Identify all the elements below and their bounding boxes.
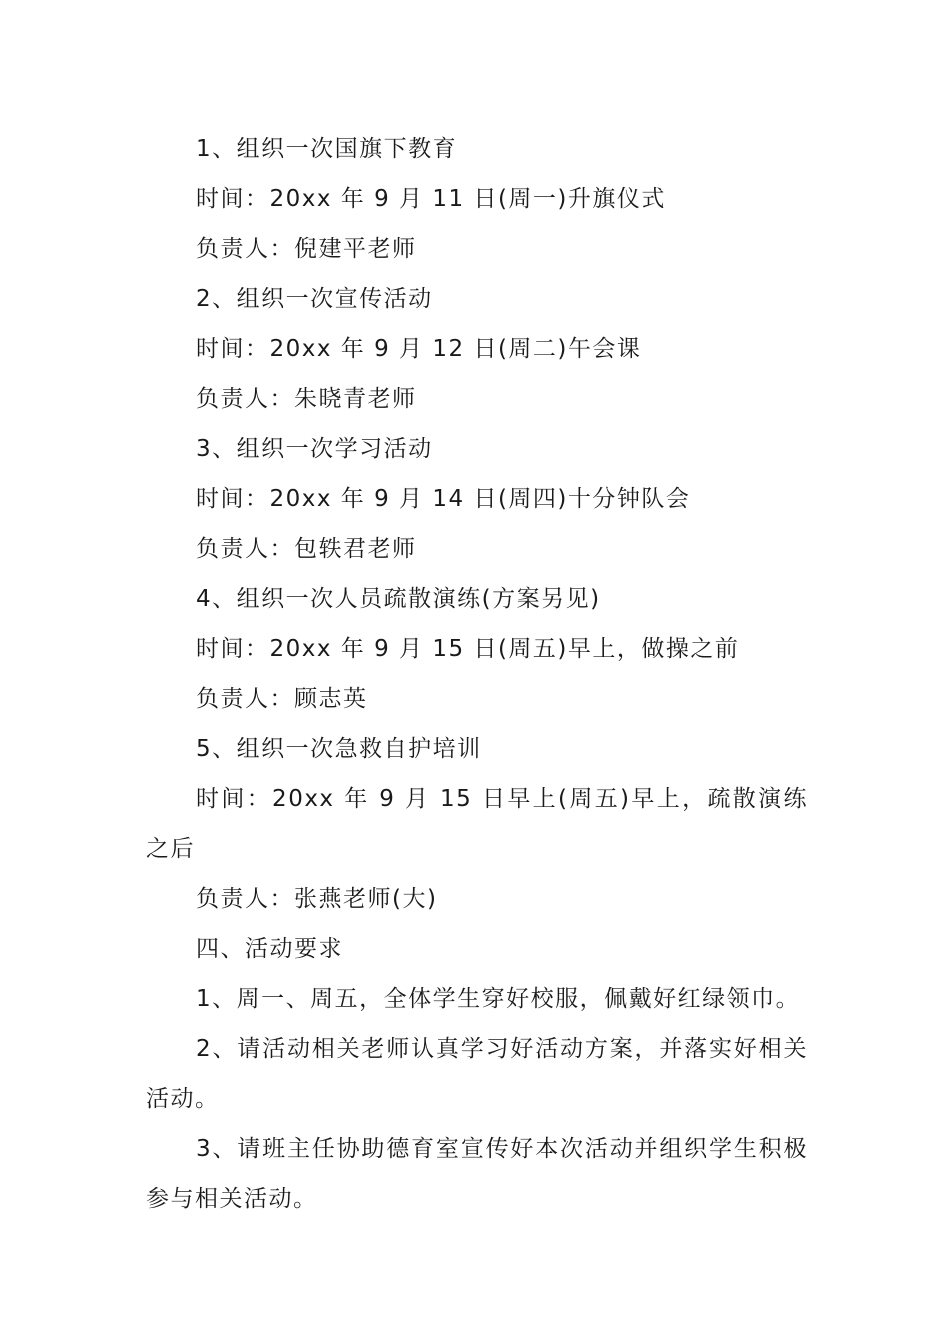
requirement-2: 2、请活动相关老师认真学习好活动方案，并落实好相关活动。	[146, 1036, 808, 1112]
item-5-heading: 5、组织一次急救自护培训	[196, 736, 482, 762]
requirement-1: 1、周一、周五，全体学生穿好校服，佩戴好红绿领巾。	[196, 986, 801, 1012]
item-1-owner: 负责人：倪建平老师	[196, 236, 417, 262]
item-2-heading: 2、组织一次宣传活动	[196, 286, 433, 312]
requirement-3: 3、请班主任协助德育室宣传好本次活动并组织学生积极参与相关活动。	[146, 1136, 808, 1212]
item-3-owner: 负责人：包轶君老师	[196, 536, 417, 562]
item-1-time: 时间：20xx 年 9 月 11 日(周一)升旗仪式	[196, 186, 666, 212]
item-5-time: 时间：20xx 年 9 月 15 日早上(周五)早上，疏散演练之后	[146, 786, 808, 862]
item-1-heading: 1、组织一次国旗下教育	[196, 136, 458, 162]
item-4-time: 时间：20xx 年 9 月 15 日(周五)早上，做操之前	[196, 636, 740, 662]
item-4-heading: 4、组织一次人员疏散演练(方案另见)	[196, 586, 601, 612]
item-4-owner: 负责人：顾志英	[196, 686, 368, 712]
document-body	[146, 124, 808, 1224]
item-3-heading: 3、组织一次学习活动	[196, 436, 433, 462]
section-heading-requirements: 四、活动要求	[196, 936, 343, 962]
item-2-owner: 负责人：朱晓青老师	[196, 386, 417, 412]
item-5-owner: 负责人：张燕老师(大)	[196, 886, 438, 912]
item-3-time: 时间：20xx 年 9 月 14 日(周四)十分钟队会	[196, 486, 691, 512]
item-2-time: 时间：20xx 年 9 月 12 日(周二)午会课	[196, 336, 642, 362]
